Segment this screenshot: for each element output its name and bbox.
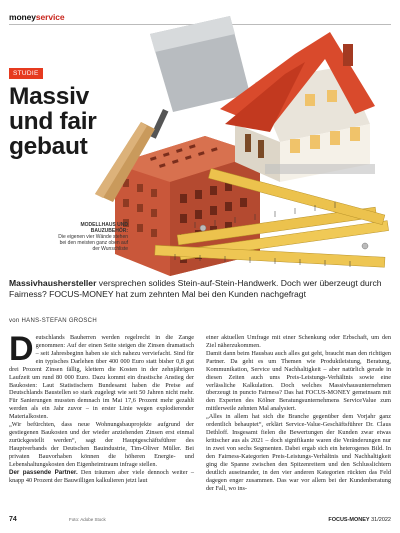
page-number: 74: [9, 516, 17, 523]
paragraph: „Alles in allem hat sich die Branche gegenüber dem Vorjahr ganz ordentlich behauptet“, erklärt Service-Value-Geschäftsführer Dr. Claus Dethloff. Insgesamt fielen die Bewertungen der Kunden zwar etwas kritischer aus als 2021 – doch signifikante waren die Veränderungen nur in zwei von sechs Segmenten. Dabei ergab sich ein heterogenes Bild. In den Fairness-Kategorien Preis-Leistungs-Verhältnis und Nachhaltigkeit ging die Spanne zwischen den Spitzenreitern und den Schlusslichtern deutlich auseinander, in den vier anderen Kategorien rückten das Feld dagegen enger zusammen. Das war vor allem bei der Kundenberatung der Fall, wo ins-: [206, 413, 391, 492]
headline-line-1: Massiv: [9, 83, 89, 110]
headline: [9, 84, 119, 159]
subheading: Der passende Partner.: [9, 468, 78, 476]
teaser-lead: Massivhaushersteller: [9, 278, 97, 288]
paragraph: Damit dann beim Hausbau auch alles gut geht, braucht man den richtigen Partner. Da geht es um Themen wie Produktleistung, Beratung, Kommunikation, Service und Nachhaltigkeit – aber natürlich gerade in diesen Zeiten auch ums Preis-Leistungs-Verhältnis sowie eine verlässliche Kalkulation. Doch welches Massivhausunternehmen überzeugt in puncto Fairness? Das hat FOCUS-MONEY gemeinsam mit den Experten des Kölner Beratungsunternehmens ServiceValue zum mittlerweile zehnten Mal analysiert.: [206, 349, 391, 413]
teaser-text: versprechen solides Stein-auf-Stein-Handwerk. Doch wer überzeugt durch Fairness? FOCUS-MONEY hat zum zehnten Mal bei den Kunden nachgefragt: [9, 278, 382, 300]
headline-line-2: und fair: [9, 108, 97, 135]
caption-text: Die eigenen vier Wände stehen bei den meisten ganz oben auf der Wunschliste: [58, 234, 128, 252]
teaser: [9, 278, 391, 301]
house-model: [220, 32, 375, 182]
paragraph: [9, 469, 194, 485]
paragraph: „Wir befürchten, dass neue Wohnungsbauprojekte aufgrund der gestiegenen Baukosten und der wieder anziehenden Zinsen erst einmal zurückgestellt werden“, sagt der Hauptgeschäftsführer des Hauptverbands der Deutschen Bauindustrie, Tim-Oliver Müller. Bei privaten Bauvorhaben können die höheren Energie- und Lebenshaltungskosten den Eigenheimtraum infrage stellen.: [9, 421, 194, 468]
paragraph: einer aktuellen Umfrage mit einer Schenkung oder Erbschaft, um den Ziel näherzukommen.: [206, 334, 391, 349]
paragraph: [9, 330, 194, 421]
section-tag: STUDIE: [9, 68, 43, 79]
headline-line-3: gebaut: [9, 133, 88, 160]
caption-title: MODELLHAUS UND BAUZUBEHÖR:: [80, 222, 128, 234]
body-column-left: [9, 330, 194, 485]
dropcap: D: [9, 330, 34, 368]
photo-credit: Foto: Adobe Stock: [69, 517, 106, 522]
section-service: service: [35, 12, 65, 22]
body-column-right: [206, 334, 391, 492]
magazine-name: FOCUS-MONEY: [328, 517, 370, 523]
issue-number: 31/2022: [371, 517, 391, 523]
paragraph-text: Den träumen aber viele dennoch weiter – knapp 40 Prozent der Bauwilligen kalkulieren jetzt laut: [9, 468, 194, 484]
paragraph-text: eutschlands Bauherren werden regelrecht in die Zange genommen: Auf der einen Seite steigen die Zinsen dramatisch – seit Jahresbeginn haben sie sich nahezu verviefacht. Sind für ein typisches Darlehen über 400 000 Euro statt bisher 0,8 gut drei Prozent Zinsen fällig, klettern die Kosten in der zehnjährigen Laufzeit um rund 80 000 Euro. Dazu kommt ein drastische Anstieg der Baukosten: Laut Statistischem Bundesamt haben die Preise auf Deutschlands Baustellen so stark zugelegt wie seit 50 Jahren nicht mehr. Für Sanierungen mussten demnach im Mai 17,6 Prozent mehr gezahlt werden als ein Jahr zuvor – in erster Linie wegen explodierender Materialkosten.: [9, 334, 194, 421]
section-money: money: [9, 12, 36, 22]
magazine-issue: [328, 517, 391, 523]
byline: von HANS-STEFAN GROSCH: [9, 318, 97, 324]
image-caption: [58, 222, 128, 252]
